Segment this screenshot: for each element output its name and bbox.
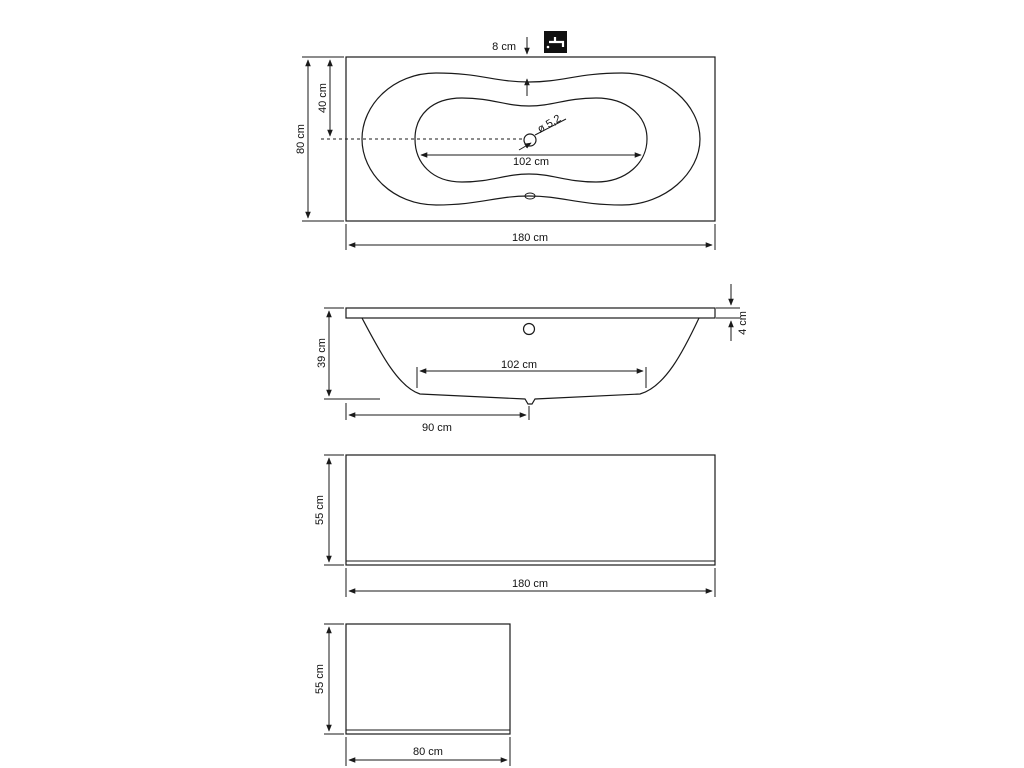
dim-end-height-label: 55 cm (314, 664, 326, 694)
dim-drain-label: ø 5,2 (535, 112, 564, 136)
dim-depth-label: 39 cm (316, 338, 328, 368)
dim-width-label: 80 cm (295, 124, 307, 154)
dim-length-label: 180 cm (511, 232, 549, 244)
tub-rim-side (346, 308, 715, 318)
dim-front-height-label: 55 cm (314, 495, 326, 525)
dim-drain-pos-label: 90 cm (422, 422, 452, 434)
dim-tap-label: 8 cm (492, 41, 516, 53)
dim-inner-side-label: 102 cm (500, 359, 538, 371)
dim-inner-label: 102 cm (512, 156, 550, 168)
top-view (295, 31, 715, 250)
dim-front-length-label: 180 cm (511, 578, 549, 590)
end-panel (314, 624, 510, 766)
faucet-icon (544, 31, 567, 53)
tub-inner-basin (415, 98, 647, 182)
overflow-hole-side (524, 324, 535, 335)
drain-hole (524, 134, 536, 146)
dim-center-label: 40 cm (317, 83, 329, 113)
dim-rim-label: 4 cm (737, 311, 749, 335)
dim-end-width-label: 80 cm (413, 746, 443, 758)
panel-end-outline (346, 624, 510, 734)
side-view (316, 284, 749, 434)
front-panel (314, 455, 715, 597)
panel-front-outline (346, 455, 715, 565)
